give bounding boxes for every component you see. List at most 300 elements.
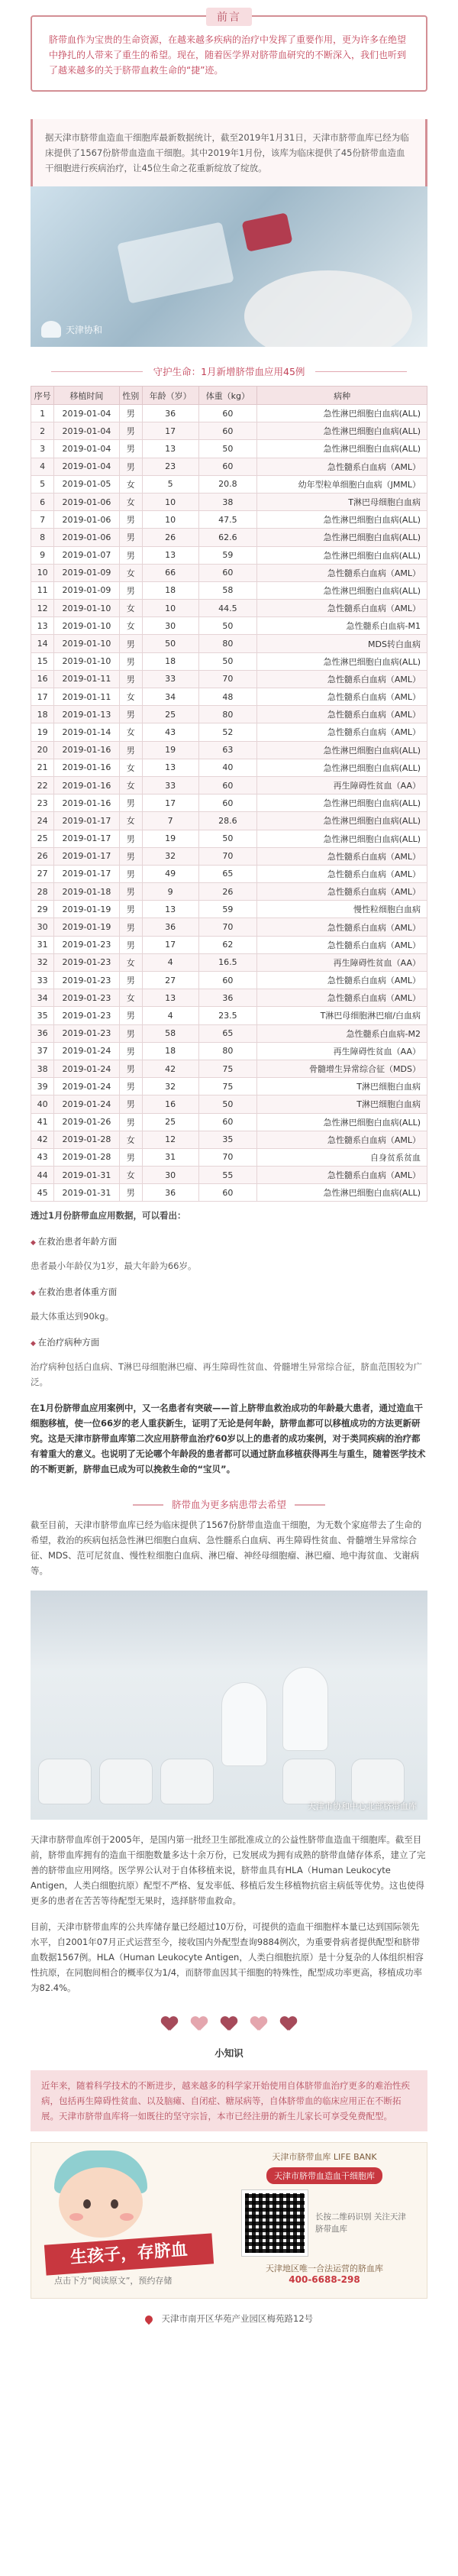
storage-tank-shape	[160, 1759, 214, 1804]
table-cell: 2019-01-23	[54, 936, 119, 953]
table-row	[31, 617, 427, 635]
table-cell: 19	[31, 723, 54, 741]
table-cell: 23	[31, 794, 54, 812]
table-cell: 急性淋巴细胞白血病(ALL)	[257, 529, 427, 546]
table-row	[31, 723, 427, 741]
table-cell: 50	[198, 440, 257, 458]
table-cell: 骨髓增生异常综合征（MDS）	[257, 1060, 427, 1077]
table-cell: 65	[198, 865, 257, 882]
photo-logo	[41, 321, 102, 338]
table-cell: 48	[198, 688, 257, 706]
table-cell: 31	[142, 1148, 198, 1166]
table-cell: 急性淋巴细胞白血病(ALL)	[257, 830, 427, 847]
table-cell: 1	[31, 405, 54, 422]
table-cell: 52	[198, 723, 257, 741]
table-cell: 60	[198, 405, 257, 422]
table-cell: 26	[142, 529, 198, 546]
table-cell: 2019-01-10	[54, 635, 119, 652]
summary-paragraph: 在1月份脐带血应用案例中，又一名患者有突破——首上脐带血救治成功的年龄最大患者，通过造血干细胞移植，使一位66岁的老人重获新生，证明了无论是何年龄，脐带血都可以移植成功的方法更新研究。这是天津市脐带血库第二次应用脐带血治疗60岁以上的患者的成功案例，对于类同疾病的治疗都有着重大的意义。也说明了无论哪个年龄段的患者都可以通过脐血移植获得再生与重生，随着医学技术的不断更新，脐带血已成为可以挽救生命的“宝贝”。	[31, 1403, 426, 1475]
dash-left	[133, 1504, 163, 1506]
summary-lead: 透过1月份脐带血应用数据，可以看出：	[31, 1210, 186, 1222]
table-cell: 75	[198, 1060, 257, 1077]
table-cell: 63	[198, 741, 257, 759]
table-cell: 2019-01-14	[54, 723, 119, 741]
table-row	[31, 422, 427, 440]
table-row	[31, 883, 427, 901]
statistics-note: 据天津市脐带血造血干细胞库最新数据统计，截至2019年1月31日，天津市脐带血库已经为临床提供了1567份脐带血造血干细胞。其中2019年1月份，该库为临床提供了45份脐带血造血干细胞进行疾病治疗，让45位生命之花重新绽放了绽放。	[31, 119, 427, 186]
table-cell: 男	[119, 529, 142, 546]
table-cell: 再生障碍性贫血（AA）	[257, 1042, 427, 1060]
table-cell: 70	[198, 670, 257, 688]
preface-box	[31, 11, 427, 92]
heart-icon	[221, 2017, 237, 2032]
table-cell: 4	[31, 458, 54, 475]
table-cell: 2019-01-16	[54, 776, 119, 794]
table-cell: 7	[142, 812, 198, 830]
bank-capacity-paragraph: 目前，天津市脐带血库的公共库储存量已经超过10万份，可提供的造血干细胞样本量已达到国际领先水平，自2001年07月正式运营至今，接收国内外配型查询9884例次，为重要骨病者提供配型和脐带血数据1567例。HLA（Human Leukocyte Antigen，人类白细胞抗原）是十分复杂的人体组织相容性抗原，在同胞间相合的概率仅为1/4，而脐带血因其干细胞的特殊性，配型成功率更高，移植成功率为82.4%。	[31, 1921, 424, 1994]
table-cell: 50	[198, 617, 257, 635]
table-cell: 2019-01-04	[54, 458, 119, 475]
table-cell: 急性髓系白血病（AML）	[257, 723, 427, 741]
table-cell: 27	[142, 972, 198, 989]
table-cell: 23.5	[198, 1007, 257, 1024]
table-cell: 33	[142, 670, 198, 688]
table-cell: 21	[31, 759, 54, 776]
table-cell: 44	[31, 1167, 54, 1184]
table-cell: 女	[119, 759, 142, 776]
table-cell: 急性淋巴细胞白血病(ALL)	[257, 405, 427, 422]
table-cell: T淋巴母细胞白血病	[257, 493, 427, 510]
header-cell: 性别	[119, 387, 142, 405]
table-cell: 男	[119, 635, 142, 652]
table-cell: 17	[142, 936, 198, 953]
table-cell: 男	[119, 865, 142, 882]
table-cell: 50	[142, 635, 198, 652]
tips-text: 近年来，随着科学技术的不断进步，越来越多的科学家开始使用自体脐带血治疗更多的难治性疾病，包括再生障碍性贫血、以及脑瘫、自闭症、糖尿病等，自体脐带血的临床应用正在不断拓展。天津市脐带血库将一如既往的坚守宗旨，本市已经注册的新生儿家长可享受免费配型。	[31, 2070, 427, 2131]
baby-face-shape	[59, 2167, 143, 2238]
table-cell: 59	[198, 901, 257, 918]
table-cell: 32	[142, 847, 198, 865]
table-cell: 37	[31, 1042, 54, 1060]
table-cell: 2019-01-26	[54, 1113, 119, 1131]
table-cell: 男	[119, 422, 142, 440]
table-cell: 36	[31, 1024, 54, 1042]
table-cell: 男	[119, 901, 142, 918]
table-cell: 2019-01-09	[54, 564, 119, 581]
table-cell: 男	[119, 1113, 142, 1131]
table-cell: 2019-01-11	[54, 688, 119, 706]
summary-section	[31, 1208, 427, 1477]
table-cell: 2019-01-04	[54, 440, 119, 458]
table-cell: 急性髓系白血病（AML）	[257, 688, 427, 706]
table-cell: 2019-01-28	[54, 1131, 119, 1148]
table-cell: 急性髓系白血病（AML）	[257, 670, 427, 688]
promo-subtitle[interactable]: 点击下方“阅读原文”，预约存储	[54, 2276, 173, 2286]
header-cell: 序号	[31, 387, 54, 405]
promo-brand: 天津市脐带血库 LIFE BANK	[272, 2152, 377, 2163]
table-cell: 80	[198, 1042, 257, 1060]
table-cell: 2019-01-05	[54, 475, 119, 493]
table-cell: 急性淋巴细胞白血病(ALL)	[257, 1184, 427, 1202]
table-cell: 男	[119, 1024, 142, 1042]
table-row	[31, 440, 427, 458]
header-cell: 体重（kg）	[198, 387, 257, 405]
table-row	[31, 600, 427, 617]
table-cell: 47.5	[198, 511, 257, 529]
table-cell: 幼年型粒单细胞白血病（JMML）	[257, 475, 427, 493]
table-cell: 急性髓系白血病-M1	[257, 617, 427, 635]
lab-photo	[31, 1591, 427, 1820]
table-cell: 男	[119, 440, 142, 458]
table-cell: 2019-01-19	[54, 918, 119, 936]
heart-divider	[0, 2017, 458, 2035]
table-cell: 急性髓系白血病（AML）	[257, 918, 427, 936]
table-row	[31, 652, 427, 670]
table-cell: 60	[198, 422, 257, 440]
table-cell: 62	[198, 936, 257, 953]
summary-age-value: 患者最小年龄仅为1岁，最大年龄为66岁。	[31, 1260, 197, 1272]
cord-blood-photo	[31, 186, 427, 347]
table-row	[31, 405, 427, 422]
table-cell: 32	[31, 953, 54, 971]
heart-icon	[191, 2017, 208, 2032]
table-cell: 2019-01-17	[54, 865, 119, 882]
promo-bank-badge: 天津市脐带血造血干细胞库	[266, 2167, 382, 2184]
table-cell: 50	[198, 1095, 257, 1113]
table-cell: 男	[119, 918, 142, 936]
promo-slogan: 生孩子，存脐血	[44, 2234, 214, 2276]
table-cell: T淋巴细胞白血病	[257, 1078, 427, 1095]
table-cell: 急性髓系白血病（AML）	[257, 706, 427, 723]
table-cell: 女	[119, 617, 142, 635]
qr-code-icon[interactable]	[242, 2190, 308, 2256]
vial-cap-shape	[241, 212, 292, 252]
table-cell: 2019-01-23	[54, 1024, 119, 1042]
table-cell: 13	[31, 617, 54, 635]
table-cell: 男	[119, 936, 142, 953]
table-cell: 16	[31, 670, 54, 688]
table-cell: 急性淋巴细胞白血病(ALL)	[257, 741, 427, 759]
table-cell: 再生障碍性贫血（AA）	[257, 953, 427, 971]
table-cell: 6	[31, 493, 54, 510]
table-cell: 17	[31, 688, 54, 706]
table-cell: 58	[198, 581, 257, 599]
table-cell: 15	[31, 652, 54, 670]
table-cell: 2019-01-16	[54, 741, 119, 759]
preface-text: 脐带血作为宝贵的生命资源，在越来越多疾病的治疗中发挥了重要作用，更为许多在绝望中挣扎的人带来了重生的希望。现在，随着医学界对脐带血研究的不断深入，我们也听到了越来越多的关于脐带血救生命的“捷”迹。	[49, 34, 407, 76]
heading-line-left	[51, 371, 143, 372]
table-cell: 10	[31, 564, 54, 581]
table-cell: 女	[119, 723, 142, 741]
storage-tank-shape	[282, 1759, 336, 1804]
table-row	[31, 918, 427, 936]
table-cell: 2019-01-24	[54, 1095, 119, 1113]
table-row	[31, 1131, 427, 1148]
table-cell: 18	[142, 1042, 198, 1060]
table-cell: 60	[198, 1113, 257, 1131]
table-cell: 急性髓系白血病（AML）	[257, 972, 427, 989]
table-cell: 女	[119, 1167, 142, 1184]
table-cell: 38	[31, 1060, 54, 1077]
table-cell: 13	[142, 546, 198, 564]
table-cell: 60	[198, 794, 257, 812]
table-cell: 急性髓系白血病（AML）	[257, 865, 427, 882]
table-cell: 女	[119, 475, 142, 493]
hope-paragraph: 截至目前，天津市脐带血库已经为临床提供了1567份脐带血造血干细胞，为无数个家庭带去了生命的希望，救治的疾病包括急性淋巴细胞白血病、急性髓系白血病、再生障碍性贫血、骨髓增生异常综合征、MDS、范可尼贫血、慢性粒细胞白血病、淋巴瘤、神经母细胞瘤、淋巴瘤、地中海贫血、戈谢病等。	[31, 1519, 422, 1577]
table-cell: 19	[142, 741, 198, 759]
table-cell: 男	[119, 1060, 142, 1077]
table-row	[31, 741, 427, 759]
table-cell: 男	[119, 511, 142, 529]
summary-disease-title: ◆ 在治疗病种方面	[31, 1335, 427, 1351]
table-cell: 27	[31, 865, 54, 882]
table-cell: 急性淋巴细胞白血病(ALL)	[257, 581, 427, 599]
table-cell: 26	[198, 883, 257, 901]
table-cell: 20	[31, 741, 54, 759]
table-cell: 急性淋巴细胞白血病(ALL)	[257, 759, 427, 776]
table-cell: 12	[142, 1131, 198, 1148]
storage-tank-shape	[38, 1759, 92, 1804]
table-cell: 男	[119, 581, 142, 599]
table-cell: 58	[142, 1024, 198, 1042]
table-cell: 59	[198, 546, 257, 564]
table-row	[31, 953, 427, 971]
table-cell: 2019-01-06	[54, 529, 119, 546]
table-cell: 30	[31, 918, 54, 936]
table-row	[31, 865, 427, 882]
storage-tank-shape	[99, 1759, 153, 1804]
table-row	[31, 581, 427, 599]
table-cell: 33	[142, 776, 198, 794]
table-cell: 女	[119, 600, 142, 617]
table-cell: 24	[31, 812, 54, 830]
baby-illustration	[44, 2150, 158, 2242]
table-row	[31, 901, 427, 918]
table-cell: 36	[198, 989, 257, 1007]
table-header-row	[31, 387, 427, 405]
table-row	[31, 1148, 427, 1166]
table-row	[31, 1024, 427, 1042]
table-cell: 女	[119, 953, 142, 971]
vial-shape	[117, 222, 234, 303]
heading-line-right	[315, 371, 407, 372]
table-cell: 45	[31, 1184, 54, 1202]
table-cell: 2019-01-16	[54, 794, 119, 812]
table-cell: 急性髓系白血病（AML）	[257, 847, 427, 865]
table-cell: 10	[142, 600, 198, 617]
table-cell: 急性髓系白血病（AML）	[257, 1167, 427, 1184]
promo-qr-panel	[233, 2150, 416, 2285]
table-cell: 38	[198, 493, 257, 510]
heart-icon	[280, 2017, 297, 2032]
table-cell: 50	[198, 652, 257, 670]
photo-logo-text: 天津协和	[66, 324, 103, 335]
table-cell: 男	[119, 1007, 142, 1024]
table-cell: 急性淋巴细胞白血病(ALL)	[257, 1113, 427, 1131]
table-cell: 2019-01-16	[54, 759, 119, 776]
table-cell: 女	[119, 776, 142, 794]
table-row	[31, 493, 427, 510]
heart-icon	[161, 2017, 178, 2032]
hotline-number[interactable]: 400-6688-298	[289, 2274, 360, 2286]
table-cell: 2019-01-23	[54, 953, 119, 971]
hotline-label: 天津地区唯一合法运营的脐血库	[266, 2264, 383, 2274]
table-cell: 男	[119, 1095, 142, 1113]
table-row	[31, 635, 427, 652]
table-cell: 女	[119, 493, 142, 510]
table-row	[31, 989, 427, 1007]
table-cell: 4	[142, 953, 198, 971]
tips-title: 小知识	[214, 2047, 244, 2060]
table-cell: 19	[142, 830, 198, 847]
table-cell: 44.5	[198, 600, 257, 617]
table-cell: 30	[142, 617, 198, 635]
glove-shape	[244, 270, 412, 347]
table-cell: 男	[119, 1148, 142, 1166]
table-row	[31, 529, 427, 546]
table-cell: 28	[31, 883, 54, 901]
table-row	[31, 1042, 427, 1060]
table-cell: 70	[198, 847, 257, 865]
promo-card[interactable]	[31, 2142, 427, 2299]
table-cell: 34	[31, 989, 54, 1007]
table-cell: 75	[198, 1078, 257, 1095]
table-row	[31, 972, 427, 989]
table-cell: 17	[142, 794, 198, 812]
table-cell: 11	[31, 581, 54, 599]
preface-title: 前言	[206, 8, 252, 26]
table-cell: 9	[142, 883, 198, 901]
table-cell: T淋巴细胞白血病	[257, 1095, 427, 1113]
header-cell: 年龄（岁）	[142, 387, 198, 405]
table-cell: 30	[142, 1167, 198, 1184]
table-cell: 35	[31, 1007, 54, 1024]
table-cell: 急性髓系白血病（AML）	[257, 458, 427, 475]
table-cell: 33	[31, 972, 54, 989]
table-cell: 49	[142, 865, 198, 882]
table-cell: 急性淋巴细胞白血病(ALL)	[257, 511, 427, 529]
table-cell: 急性淋巴细胞白血病(ALL)	[257, 422, 427, 440]
table-cell: 18	[142, 581, 198, 599]
hope-section-heading	[0, 1497, 458, 1511]
table-cell: 急性淋巴细胞白血病(ALL)	[257, 812, 427, 830]
table-cell: 26	[31, 847, 54, 865]
table-cell: 2019-01-24	[54, 1042, 119, 1060]
table-cell: 43	[31, 1148, 54, 1166]
table-cell: 男	[119, 652, 142, 670]
table-cell: 25	[142, 1113, 198, 1131]
table-cell: 2019-01-06	[54, 493, 119, 510]
table-cell: 39	[31, 1078, 54, 1095]
table-cell: 2019-01-18	[54, 883, 119, 901]
preface-title-wrap	[32, 8, 426, 26]
table-cell: 65	[198, 1024, 257, 1042]
table-cell: MDS转白血病	[257, 635, 427, 652]
header-cell: 移植时间	[54, 387, 119, 405]
table-cell: 70	[198, 918, 257, 936]
table-cell: 女	[119, 564, 142, 581]
summary-weight-value: 最大体重达到90kg。	[31, 1311, 114, 1322]
dash-right	[295, 1504, 325, 1506]
table-cell: 10	[142, 511, 198, 529]
table-row	[31, 1060, 427, 1077]
table-cell: 2019-01-24	[54, 1060, 119, 1077]
table-cell: 22	[31, 776, 54, 794]
table-cell: 急性髓系白血病（AML）	[257, 600, 427, 617]
table-row	[31, 706, 427, 723]
table-cell: 18	[31, 706, 54, 723]
table-cell: 2019-01-17	[54, 812, 119, 830]
table-cell: 2019-01-19	[54, 901, 119, 918]
table-cell: 急性淋巴细胞白血病(ALL)	[257, 794, 427, 812]
table-cell: 55	[198, 1167, 257, 1184]
table-cell: 34	[142, 688, 198, 706]
logo-icon	[41, 321, 61, 338]
table-cell: 36	[142, 405, 198, 422]
table-cell: 36	[142, 1184, 198, 1202]
table-cell: 男	[119, 1184, 142, 1202]
table-cell: 70	[198, 1148, 257, 1166]
table-row	[31, 475, 427, 493]
table-cell: 2019-01-17	[54, 847, 119, 865]
table-cell: 35	[198, 1131, 257, 1148]
table-row	[31, 564, 427, 581]
table-row	[31, 546, 427, 564]
cases-table	[31, 386, 427, 1202]
table-cell: 再生障碍性贫血（AA）	[257, 776, 427, 794]
summary-weight-title: ◆ 在救治患者体重方面	[31, 1284, 427, 1301]
table-cell: 16.5	[198, 953, 257, 971]
table-cell: 女	[119, 688, 142, 706]
table-row	[31, 936, 427, 953]
technician-shape	[282, 1667, 328, 1751]
table-cell: 自身贫系贫血	[257, 1148, 427, 1166]
table-cell: T淋巴母细胞淋巴瘤/白血病	[257, 1007, 427, 1024]
table-cell: 女	[119, 989, 142, 1007]
table-cell: 急性淋巴细胞白血病(ALL)	[257, 440, 427, 458]
table-row	[31, 688, 427, 706]
address-line	[0, 2312, 458, 2325]
table-cell: 9	[31, 546, 54, 564]
table-cell: 13	[142, 989, 198, 1007]
table-cell: 20.8	[198, 475, 257, 493]
table-cell: 2019-01-04	[54, 405, 119, 422]
table-cell: 2019-01-09	[54, 581, 119, 599]
table-row	[31, 458, 427, 475]
table-cell: 2019-01-10	[54, 617, 119, 635]
table-cell: 女	[119, 812, 142, 830]
table-cell: 60	[198, 1184, 257, 1202]
table-cell: 40	[31, 1095, 54, 1113]
table-cell: 急性淋巴细胞白血病(ALL)	[257, 546, 427, 564]
table-cell: 42	[31, 1131, 54, 1148]
table-cell: 29	[31, 901, 54, 918]
table-cell: 2019-01-31	[54, 1184, 119, 1202]
table-cell: 10	[142, 493, 198, 510]
table-cell: 2019-01-04	[54, 422, 119, 440]
table-cell: 23	[142, 458, 198, 475]
table-row	[31, 776, 427, 794]
table-cell: 急性髓系白血病（AML）	[257, 883, 427, 901]
table-cell: 32	[142, 1078, 198, 1095]
bank-history-paragraph: 天津市脐带血库创于2005年，是国内第一批经卫生部批准成立的公益性脐带血造血干细胞库。截至目前，脐带血库拥有的造血干细胞数量多达十余万份，已发展成为拥有成熟的脐带血储存体系，建立了完善的脐带血应用网络。医学界公认对于自体移植来说，脐带血具有HLA（Human Leukocyte Antigen，人类白细胞抗原）配型不严格、复发率低、移植后发生移植物抗宿主病低等优势。这也使得更多的患者在苦苦等待配型无果时，选择脐带血救命。	[31, 1834, 426, 1907]
table-cell: 男	[119, 847, 142, 865]
table-row	[31, 670, 427, 688]
table-cell: 慢性粒细胞白血病	[257, 901, 427, 918]
qr-note: 长按二维码识别 关注天津脐带血库	[315, 2212, 406, 2235]
table-cell: 男	[119, 458, 142, 475]
table-cell: 急性髓系白血病（AML）	[257, 1131, 427, 1148]
